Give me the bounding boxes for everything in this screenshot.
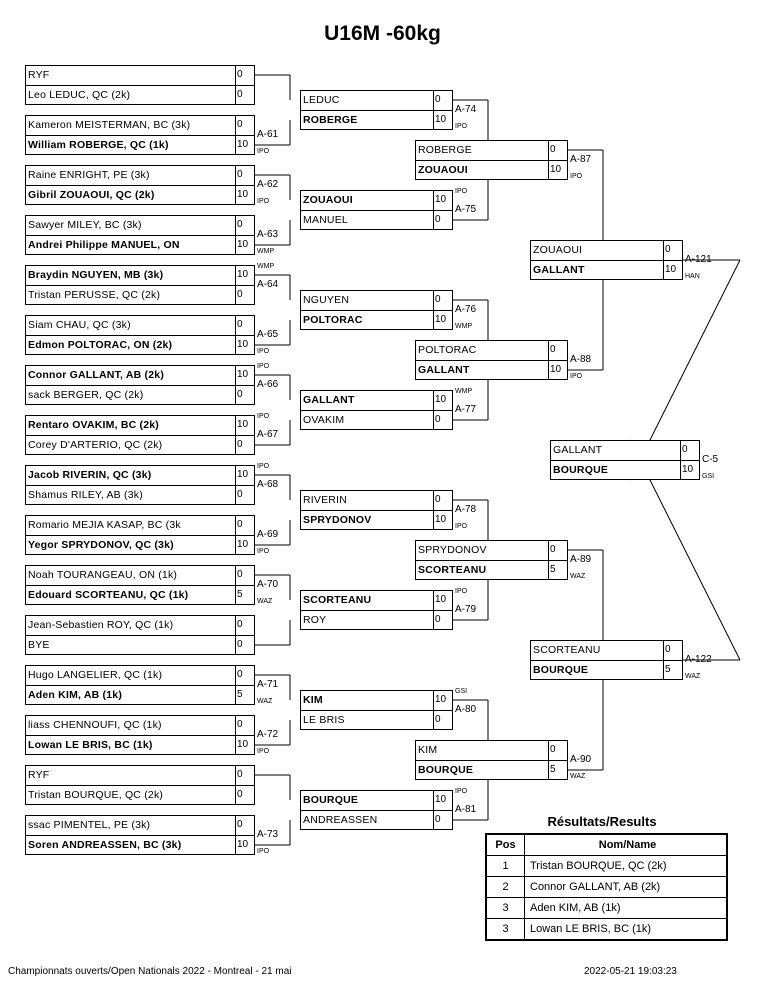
- competitor-slot: [26, 235, 254, 255]
- competitor-name: Aden KIM, AB (1k): [28, 689, 123, 701]
- competitor-slot: [26, 385, 254, 405]
- competitor-name: POLTORAC: [418, 344, 477, 356]
- competitor-name: SPRYDONOV: [303, 514, 372, 526]
- competitor-score: 5: [663, 661, 682, 680]
- match-code: A-72: [257, 729, 279, 740]
- competitor-name: Soren ANDREASSEN, BC (3k): [28, 839, 182, 851]
- competitor-name: Siam CHAU, QC (3k): [28, 319, 131, 331]
- win-technique: IPO: [257, 848, 270, 855]
- competitor-name: liass CHENNOUFI, QC (1k): [28, 719, 162, 731]
- competitor-score: 0: [663, 241, 682, 260]
- competitor-slot: [26, 335, 254, 355]
- competitor-name: Andrei Philippe MANUEL, ON: [28, 239, 180, 251]
- win-technique: IPO: [455, 188, 468, 195]
- competitor-name: Lowan LE BRIS, BC (1k): [28, 739, 153, 751]
- win-technique: WAZ: [570, 773, 586, 780]
- competitor-slot: [26, 135, 254, 155]
- competitor-name: William ROBERGE, QC (1k): [28, 139, 169, 151]
- match-box: [530, 240, 683, 280]
- competitor-slot: [26, 316, 254, 336]
- results-name: Aden KIM, AB (1k): [525, 898, 728, 919]
- competitor-name: Hugo LANGELIER, QC (1k): [28, 669, 163, 681]
- competitor-score: 0: [235, 66, 254, 85]
- competitor-score: 0: [433, 91, 452, 110]
- competitor-score: 0: [235, 636, 254, 655]
- competitor-slot: [301, 391, 452, 411]
- competitor-name: MANUEL: [303, 214, 348, 226]
- competitor-score: 10: [433, 511, 452, 530]
- competitor-slot: [551, 441, 699, 461]
- results-table: [485, 833, 728, 941]
- match-code: A-121: [685, 254, 712, 265]
- match-box: [300, 790, 453, 830]
- competitor-name: GALLANT: [553, 444, 603, 456]
- competitor-slot: [531, 641, 682, 661]
- win-technique: WMP: [455, 323, 473, 330]
- competitor-score: 0: [235, 766, 254, 785]
- competitor-slot: [416, 741, 567, 761]
- results-header-row: [486, 834, 727, 856]
- competitor-slot: [301, 491, 452, 511]
- match-code: A-71: [257, 679, 279, 690]
- competitor-score: 0: [235, 816, 254, 835]
- competitor-name: sack BERGER, QC (2k): [28, 389, 144, 401]
- competitor-score: 5: [548, 561, 567, 580]
- competitor-slot: [26, 435, 254, 455]
- competitor-score: 10: [235, 136, 254, 155]
- match-box: [415, 540, 568, 580]
- win-technique: GSI: [455, 688, 468, 695]
- competitor-name: KIM: [303, 694, 323, 706]
- competitor-name: GALLANT: [533, 264, 585, 276]
- win-technique: IPO: [455, 123, 468, 130]
- match-code: A-67: [257, 429, 279, 440]
- results-title: Résultats/Results: [547, 814, 657, 829]
- competitor-slot: [26, 716, 254, 736]
- competitor-slot: [26, 466, 254, 486]
- results-name: Lowan LE BRIS, BC (1k): [525, 919, 728, 941]
- competitor-name: Tristan BOURQUE, QC (2k): [28, 789, 164, 801]
- results-row: [486, 877, 727, 898]
- match-code: A-78: [455, 504, 477, 515]
- competitor-score: 0: [235, 316, 254, 335]
- competitor-score: 10: [663, 261, 682, 280]
- win-technique: WAZ: [685, 673, 701, 680]
- competitor-score: 5: [235, 586, 254, 605]
- competitor-name: BOURQUE: [303, 794, 359, 806]
- competitor-score: 0: [235, 116, 254, 135]
- win-technique: IPO: [257, 548, 270, 555]
- match-box: [25, 165, 255, 205]
- match-box: [415, 740, 568, 780]
- competitor-slot: [416, 141, 567, 161]
- competitor-name: Kameron MEISTERMAN, BC (3k): [28, 119, 191, 131]
- win-technique: IPO: [257, 413, 270, 420]
- competitor-name: SCORTEANU: [418, 564, 487, 576]
- competitor-slot: [416, 760, 567, 780]
- match-box: [25, 115, 255, 155]
- competitor-score: 10: [433, 111, 452, 130]
- competitor-score: 5: [548, 761, 567, 780]
- match-code: A-75: [455, 204, 477, 215]
- competitor-score: 0: [235, 166, 254, 185]
- match-box: [530, 640, 683, 680]
- match-box: [300, 190, 453, 230]
- competitor-name: RYF: [28, 769, 50, 781]
- win-technique: WAZ: [257, 698, 273, 705]
- competitor-slot: [26, 516, 254, 536]
- competitor-score: 10: [680, 461, 699, 480]
- competitor-name: RIVERIN: [303, 494, 347, 506]
- competitor-name: ROY: [303, 614, 327, 626]
- competitor-score: 0: [548, 741, 567, 760]
- competitor-name: KIM: [418, 744, 438, 756]
- competitor-name: SPRYDONOV: [418, 544, 487, 556]
- competitor-name: Tristan PERUSSE, QC (2k): [28, 289, 161, 301]
- competitor-slot: [26, 166, 254, 186]
- competitor-score: 10: [235, 736, 254, 755]
- match-code: A-68: [257, 479, 279, 490]
- competitor-score: 0: [235, 716, 254, 735]
- win-technique: GSI: [702, 473, 715, 480]
- competitor-score: 0: [433, 211, 452, 230]
- competitor-score: 0: [680, 441, 699, 460]
- competitor-slot: [301, 91, 452, 111]
- competitor-slot: [301, 191, 452, 211]
- match-code: A-89: [570, 554, 592, 565]
- competitor-name: GALLANT: [303, 394, 355, 406]
- competitor-score: 5: [235, 686, 254, 705]
- competitor-slot: [26, 585, 254, 605]
- match-box: [25, 615, 255, 655]
- competitor-name: BOURQUE: [418, 764, 474, 776]
- competitor-slot: [26, 485, 254, 505]
- competitor-name: LEDUC: [303, 94, 340, 106]
- competitor-slot: [26, 666, 254, 686]
- competitor-score: 0: [235, 216, 254, 235]
- competitor-slot: [26, 535, 254, 555]
- match-code: A-62: [257, 179, 279, 190]
- match-code: A-79: [455, 604, 477, 615]
- match-box: [300, 290, 453, 330]
- match-box: [25, 415, 255, 455]
- competitor-slot: [26, 266, 254, 286]
- competitor-score: 10: [548, 361, 567, 380]
- match-box: [25, 215, 255, 255]
- results-name: Tristan BOURQUE, QC (2k): [525, 856, 728, 877]
- competitor-slot: [301, 691, 452, 711]
- competitor-slot: [531, 241, 682, 261]
- competitor-name: Romario MEJIA KASAP, BC (3k: [28, 519, 181, 531]
- competitor-name: ssac PIMENTEL, PE (3k): [28, 819, 151, 831]
- match-box: [25, 265, 255, 305]
- competitor-score: 0: [235, 786, 254, 805]
- win-technique: WMP: [455, 388, 473, 395]
- competitor-score: 0: [433, 411, 452, 430]
- competitor-score: 0: [548, 141, 567, 160]
- competitor-score: 0: [235, 486, 254, 505]
- match-box: [25, 315, 255, 355]
- competitor-score: 0: [235, 286, 254, 305]
- match-box: [300, 90, 453, 130]
- match-box: [25, 665, 255, 705]
- competitor-name: Gibril ZOUAOUI, QC (2k): [28, 189, 155, 201]
- win-technique: IPO: [257, 148, 270, 155]
- competitor-name: POLTORAC: [303, 314, 363, 326]
- competitor-score: 10: [235, 836, 254, 855]
- competitor-slot: [301, 610, 452, 630]
- competitor-slot: [26, 635, 254, 655]
- competitor-score: 10: [548, 161, 567, 180]
- competitor-name: Rentaro OVAKIM, BC (2k): [28, 419, 159, 431]
- competitor-slot: [531, 260, 682, 280]
- win-technique: IPO: [570, 373, 583, 380]
- competitor-name: Leo LEDUC, QC (2k): [28, 89, 131, 101]
- competitor-name: RYF: [28, 69, 50, 81]
- results-header-name: Nom/Name: [525, 834, 728, 856]
- results-pos: 3: [486, 919, 525, 941]
- competitor-name: Shamus RILEY, AB (3k): [28, 489, 143, 501]
- match-code: A-122: [685, 654, 712, 665]
- competitor-score: 0: [235, 436, 254, 455]
- competitor-name: GALLANT: [418, 364, 470, 376]
- match-code: A-81: [455, 804, 477, 815]
- win-technique: WAZ: [257, 598, 273, 605]
- competitor-name: Corey D'ARTERIO, QC (2k): [28, 439, 163, 451]
- results-pos: 3: [486, 898, 525, 919]
- match-box: [300, 590, 453, 630]
- competitor-slot: [26, 66, 254, 86]
- competitor-name: Edouard SCORTEANU, QC (1k): [28, 589, 189, 601]
- win-technique: IPO: [455, 788, 468, 795]
- results-name: Connor GALLANT, AB (2k): [525, 877, 728, 898]
- competitor-score: 0: [433, 291, 452, 310]
- match-code: A-80: [455, 704, 477, 715]
- competitor-slot: [26, 685, 254, 705]
- competitor-name: ROBERGE: [418, 144, 472, 156]
- competitor-slot: [551, 460, 699, 480]
- competitor-score: 10: [235, 366, 254, 385]
- competitor-score: 10: [433, 391, 452, 410]
- match-code: A-69: [257, 529, 279, 540]
- match-code: A-74: [455, 104, 477, 115]
- competitor-score: 10: [235, 466, 254, 485]
- competitor-slot: [301, 310, 452, 330]
- match-box: [25, 65, 255, 105]
- competitor-name: Sawyer MILEY, BC (3k): [28, 219, 142, 231]
- competitor-name: ZOUAOUI: [418, 164, 468, 176]
- competitor-slot: [26, 366, 254, 386]
- competitor-score: 0: [548, 541, 567, 560]
- competitor-slot: [301, 591, 452, 611]
- match-box: [25, 465, 255, 505]
- competitor-name: ZOUAOUI: [303, 194, 353, 206]
- match-code: A-61: [257, 129, 279, 140]
- match-code: A-63: [257, 229, 279, 240]
- win-technique: WMP: [257, 248, 275, 255]
- match-box: [415, 140, 568, 180]
- match-code: A-88: [570, 354, 592, 365]
- competitor-name: Connor GALLANT, AB (2k): [28, 369, 165, 381]
- competitor-score: 0: [235, 566, 254, 585]
- competitor-name: SCORTEANU: [533, 644, 601, 656]
- competitor-slot: [301, 810, 452, 830]
- competitor-slot: [26, 816, 254, 836]
- competitor-score: 0: [235, 516, 254, 535]
- competitor-slot: [301, 210, 452, 230]
- competitor-name: BOURQUE: [553, 464, 609, 476]
- win-technique: IPO: [257, 348, 270, 355]
- competitor-name: Braydin NGUYEN, MB (3k): [28, 269, 164, 281]
- competitor-slot: [301, 291, 452, 311]
- competitor-slot: [416, 560, 567, 580]
- results-header-pos: Pos: [486, 834, 525, 856]
- match-code: A-87: [570, 154, 592, 165]
- competitor-name: Jean-Sebastien ROY, QC (1k): [28, 619, 174, 631]
- win-technique: IPO: [257, 363, 270, 370]
- match-box: [25, 715, 255, 755]
- page-title: U16M -60kg: [324, 22, 441, 45]
- results-row: [486, 898, 727, 919]
- competitor-score: 0: [548, 341, 567, 360]
- match-box: [25, 815, 255, 855]
- competitor-score: 10: [235, 266, 254, 285]
- competitor-score: 10: [433, 311, 452, 330]
- competitor-slot: [416, 360, 567, 380]
- win-technique: WMP: [257, 263, 275, 270]
- results-pos: 2: [486, 877, 525, 898]
- competitor-score: 10: [235, 236, 254, 255]
- competitor-name: NGUYEN: [303, 294, 350, 306]
- win-technique: IPO: [257, 748, 270, 755]
- competitor-name: Yegor SPRYDONOV, QC (3k): [28, 539, 174, 551]
- match-code: A-73: [257, 829, 279, 840]
- results-row: [486, 919, 727, 941]
- competitor-name: SCORTEANU: [303, 594, 372, 606]
- competitor-slot: [416, 160, 567, 180]
- competitor-slot: [26, 735, 254, 755]
- competitor-score: 10: [235, 536, 254, 555]
- competitor-score: 10: [433, 691, 452, 710]
- competitor-slot: [26, 785, 254, 805]
- competitor-score: 0: [433, 491, 452, 510]
- competitor-slot: [301, 410, 452, 430]
- match-box: [550, 440, 700, 480]
- competitor-slot: [301, 710, 452, 730]
- competitor-score: 10: [433, 591, 452, 610]
- competitor-name: ZOUAOUI: [533, 244, 583, 256]
- competitor-name: ANDREASSEN: [303, 814, 378, 826]
- competitor-score: 10: [433, 191, 452, 210]
- competitor-slot: [26, 766, 254, 786]
- competitor-name: Jacob RIVERIN, QC (3k): [28, 469, 152, 481]
- competitor-score: 10: [235, 336, 254, 355]
- competitor-score: 0: [235, 616, 254, 635]
- competitor-name: Noah TOURANGEAU, ON (1k): [28, 569, 178, 581]
- results-pos: 1: [486, 856, 525, 877]
- win-technique: IPO: [257, 198, 270, 205]
- match-code: A-66: [257, 379, 279, 390]
- match-code: A-76: [455, 304, 477, 315]
- win-technique: IPO: [455, 523, 468, 530]
- win-technique: IPO: [257, 463, 270, 470]
- match-box: [300, 490, 453, 530]
- competitor-slot: [26, 835, 254, 855]
- competitor-slot: [26, 566, 254, 586]
- competitor-name: BOURQUE: [533, 664, 589, 676]
- competitor-score: 0: [235, 386, 254, 405]
- match-code: A-77: [455, 404, 477, 415]
- competitor-slot: [26, 216, 254, 236]
- competitor-score: 0: [235, 666, 254, 685]
- match-code: A-90: [570, 754, 592, 765]
- win-technique: IPO: [570, 173, 583, 180]
- match-code: A-70: [257, 579, 279, 590]
- match-box: [415, 340, 568, 380]
- competitor-score: 10: [235, 416, 254, 435]
- competitor-score: 10: [433, 791, 452, 810]
- competitor-slot: [26, 616, 254, 636]
- competitor-name: Edmon POLTORAC, ON (2k): [28, 339, 173, 351]
- competitor-score: 0: [433, 711, 452, 730]
- footer-timestamp: 2022-05-21 19:03:23: [584, 966, 677, 977]
- competitor-slot: [301, 791, 452, 811]
- competitor-name: OVAKIM: [303, 414, 345, 426]
- competitor-slot: [416, 541, 567, 561]
- match-code: A-65: [257, 329, 279, 340]
- competitor-score: 0: [433, 811, 452, 830]
- competitor-score: 0: [235, 86, 254, 105]
- competitor-score: 10: [235, 186, 254, 205]
- win-technique: HAN: [685, 273, 700, 280]
- competitor-slot: [26, 116, 254, 136]
- competitor-score: 0: [433, 611, 452, 630]
- match-box: [300, 390, 453, 430]
- match-box: [25, 765, 255, 805]
- footer-event: Championnats ouverts/Open Nationals 2022 - Montreal - 21 mai: [8, 966, 292, 977]
- competitor-slot: [26, 416, 254, 436]
- competitor-slot: [26, 285, 254, 305]
- competitor-slot: [26, 85, 254, 105]
- competitor-slot: [301, 110, 452, 130]
- match-box: [25, 365, 255, 405]
- match-box: [300, 690, 453, 730]
- competitor-name: ROBERGE: [303, 114, 358, 126]
- competitor-name: BYE: [28, 639, 50, 651]
- competitor-slot: [531, 660, 682, 680]
- win-technique: WAZ: [570, 573, 586, 580]
- competitor-score: 0: [663, 641, 682, 660]
- competitor-slot: [416, 341, 567, 361]
- competitor-name: LE BRIS: [303, 714, 345, 726]
- win-technique: IPO: [455, 588, 468, 595]
- results-row: [486, 856, 727, 877]
- match-box: [25, 565, 255, 605]
- match-code: A-64: [257, 279, 279, 290]
- match-box: [25, 515, 255, 555]
- competitor-name: Raine ENRIGHT, PE (3k): [28, 169, 150, 181]
- match-code: C-5: [702, 454, 719, 465]
- competitor-slot: [301, 510, 452, 530]
- competitor-slot: [26, 185, 254, 205]
